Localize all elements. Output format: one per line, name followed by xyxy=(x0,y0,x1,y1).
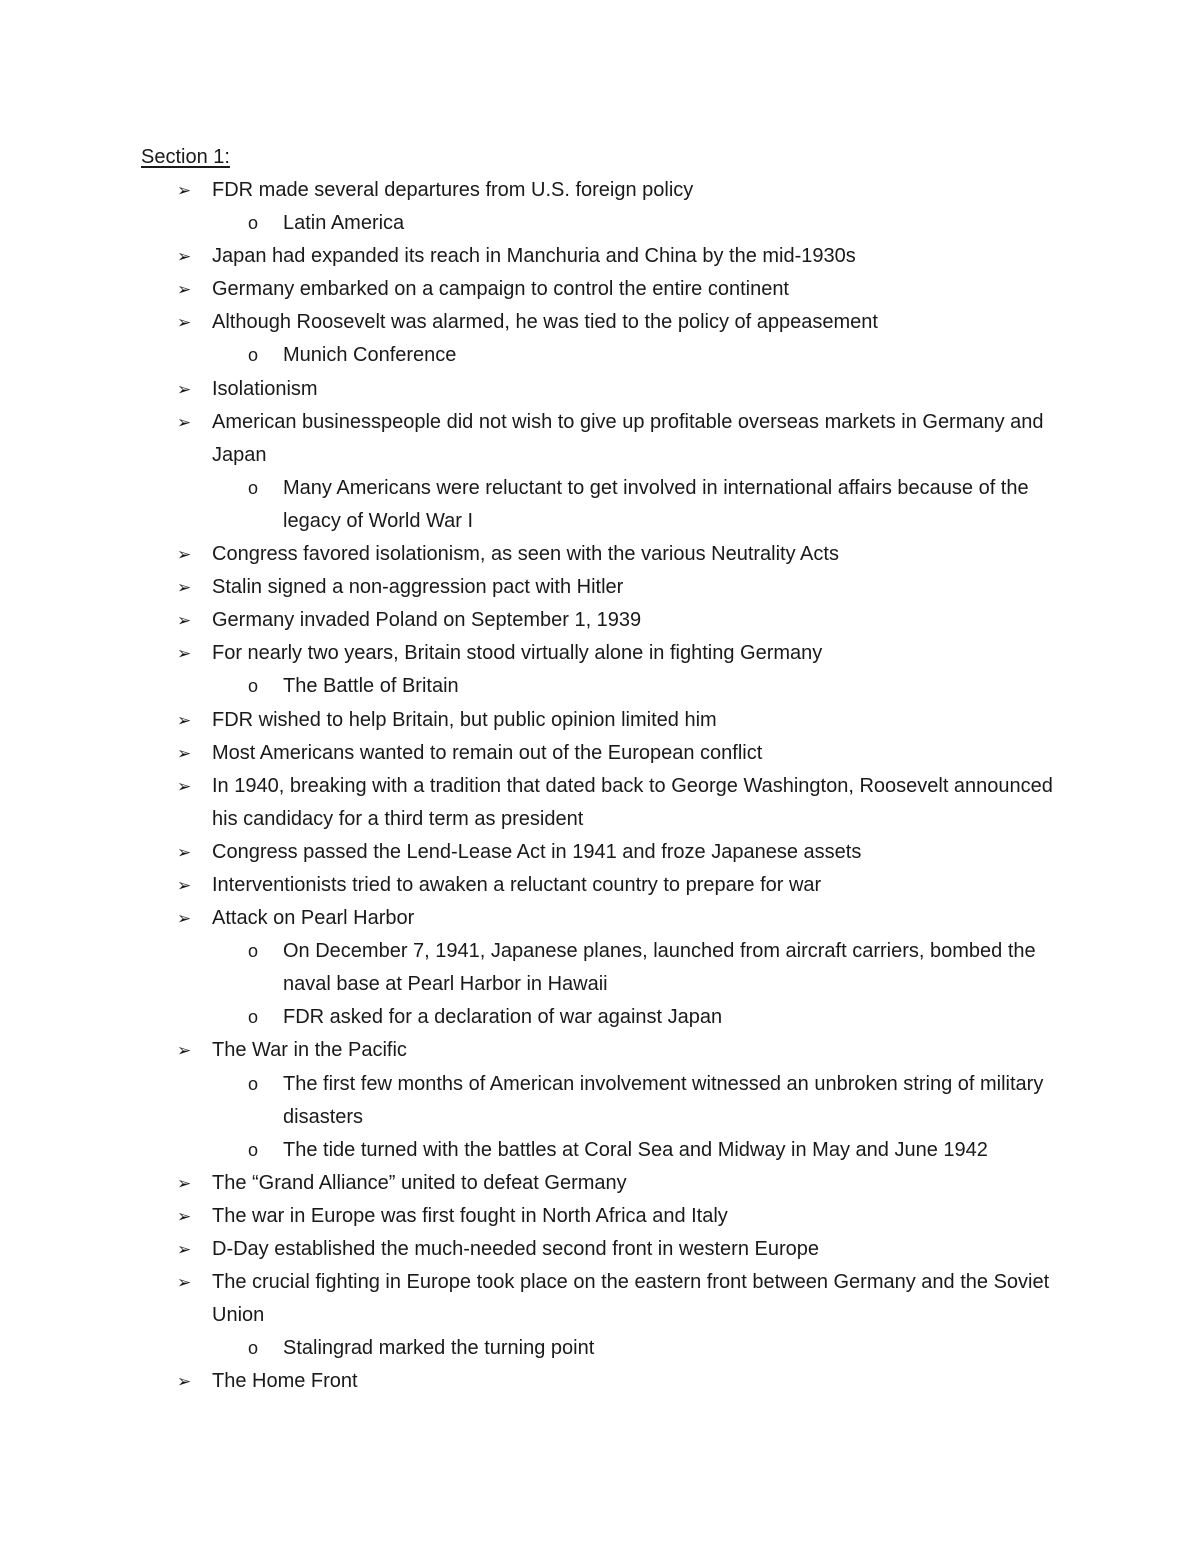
list-item-text: Isolationism xyxy=(212,377,318,400)
arrow-bullet-icon: ➢ xyxy=(177,545,192,565)
sub-list-item xyxy=(0,207,1073,240)
arrow-bullet-icon: ➢ xyxy=(177,1372,192,1392)
circle-bullet-icon: o xyxy=(248,213,259,234)
list-item-text: Most Americans wanted to remain out of the European conflict xyxy=(212,741,763,764)
list-item-text: Stalin signed a non-aggression pact with Hitler xyxy=(212,576,624,599)
list-item-text: For nearly two years, Britain stood virtually alone in fighting Germany xyxy=(212,642,823,665)
list-item-text: In 1940, breaking with a tradition that dated back to George Washington, Roosevelt announced his candidacy for a third term as president xyxy=(212,774,1053,830)
list-item xyxy=(0,273,1072,306)
list-item-text: On December 7, 1941, Japanese planes, launched from aircraft carriers, bombed the naval base at Pearl Harbor in Hawaii xyxy=(283,940,1036,996)
list-item xyxy=(0,737,1072,770)
list-item-text: D-Day established the much-needed second front in western Europe xyxy=(212,1238,820,1260)
list-item xyxy=(0,1167,1072,1200)
arrow-bullet-icon: ➢ xyxy=(177,280,192,300)
list-item-text: The Home Front xyxy=(212,1370,358,1393)
arrow-bullet-icon: ➢ xyxy=(177,1206,192,1226)
section-heading: Section 1: xyxy=(141,146,230,168)
circle-bullet-icon: o xyxy=(248,1139,259,1160)
circle-bullet-icon: o xyxy=(248,477,259,498)
list-item-text: The war in Europe was first fought in North Africa and Italy xyxy=(212,1204,728,1227)
list-item xyxy=(0,1233,1072,1266)
sub-list-item xyxy=(0,935,1073,1001)
arrow-bullet-icon: ➢ xyxy=(177,1041,192,1061)
list-item-text: The Battle of Britain xyxy=(283,675,459,698)
list-item-text: Stalingrad marked the turning point xyxy=(283,1337,595,1360)
list-item-text: FDR wished to help Britain, but public opinion limited him xyxy=(212,708,717,731)
list-item xyxy=(0,571,1072,604)
arrow-bullet-icon: ➢ xyxy=(177,611,192,631)
arrow-bullet-icon: ➢ xyxy=(177,1240,192,1259)
sub-list-item xyxy=(0,1332,1073,1365)
list-item-text: Many Americans were reluctant to get involved in international affairs because of the legacy of World War I xyxy=(283,476,1029,532)
list-item-text: The War in the Pacific xyxy=(212,1039,407,1062)
arrow-bullet-icon: ➢ xyxy=(177,776,192,796)
sub-list-item xyxy=(0,339,1073,372)
arrow-bullet-icon: ➢ xyxy=(177,842,192,862)
circle-bullet-icon: o xyxy=(248,1073,259,1094)
list-item-text: FDR asked for a declaration of war against Japan xyxy=(283,1006,723,1029)
arrow-bullet-icon: ➢ xyxy=(177,710,192,730)
list-item xyxy=(0,1365,1072,1398)
list-item-text: Congress passed the Lend-Lease Act in 1941 and froze Japanese assets xyxy=(212,840,862,863)
list-item xyxy=(0,604,1072,637)
list-item xyxy=(0,406,1072,472)
arrow-bullet-icon: ➢ xyxy=(177,875,192,895)
list-item xyxy=(0,373,1072,406)
sub-list-item xyxy=(0,472,1073,538)
arrow-bullet-icon: ➢ xyxy=(177,412,192,432)
list-item-text: Germany invaded Poland on September 1, 1939 xyxy=(212,609,642,632)
circle-bullet-icon: o xyxy=(248,345,259,366)
list-item-text: The tide turned with the battles at Coral Sea and Midway in May and June 1942 xyxy=(283,1138,988,1161)
list-item xyxy=(0,1200,1072,1233)
arrow-bullet-icon: ➢ xyxy=(177,181,192,200)
list-item xyxy=(0,770,1072,836)
list-item-text: Japan had expanded its reach in Manchuria and China by the mid-1930s xyxy=(212,245,856,268)
list-item-text: Germany embarked on a campaign to control the entire continent xyxy=(212,278,789,301)
circle-bullet-icon: o xyxy=(248,676,259,697)
list-item xyxy=(0,637,1072,670)
list-item-text: The first few months of American involvement witnessed an unbroken string of military disasters xyxy=(283,1072,1044,1128)
list-item-text: FDR made several departures from U.S. foreign policy xyxy=(212,179,694,201)
list-item xyxy=(0,538,1072,571)
list-item-text: The “Grand Alliance” united to defeat Germany xyxy=(212,1171,627,1194)
list-item-text: Congress favored isolationism, as seen with the various Neutrality Acts xyxy=(212,543,839,566)
arrow-bullet-icon: ➢ xyxy=(177,909,192,929)
list-item xyxy=(0,902,1072,935)
list-item xyxy=(0,306,1072,339)
list-item xyxy=(0,1034,1072,1067)
list-item-text: Attack on Pearl Harbor xyxy=(212,907,415,930)
arrow-bullet-icon: ➢ xyxy=(177,247,192,267)
list-item-text: Latin America xyxy=(283,212,405,235)
circle-bullet-icon: o xyxy=(248,1338,259,1359)
list-item-text: Interventionists tried to awaken a reluctant country to prepare for war xyxy=(212,873,822,896)
list-item-text: Munich Conference xyxy=(283,344,457,367)
sub-list-item xyxy=(0,670,1073,703)
list-item xyxy=(0,1266,1072,1332)
arrow-bullet-icon: ➢ xyxy=(177,379,192,399)
outline-list xyxy=(0,174,1200,1398)
list-item xyxy=(0,704,1072,737)
arrow-bullet-icon: ➢ xyxy=(177,313,192,333)
sub-list-item xyxy=(0,1068,1073,1134)
arrow-bullet-icon: ➢ xyxy=(177,644,192,664)
arrow-bullet-icon: ➢ xyxy=(177,578,192,598)
circle-bullet-icon: o xyxy=(248,1007,259,1028)
list-item-text: Although Roosevelt was alarmed, he was tied to the policy of appeasement xyxy=(212,311,878,334)
sub-list-item xyxy=(0,1001,1073,1034)
list-item xyxy=(0,836,1072,869)
list-item-text: American businesspeople did not wish to give up profitable overseas markets in Germany and Japan xyxy=(212,410,1044,466)
list-item-text: The crucial fighting in Europe took place on the eastern front between Germany and the Soviet Union xyxy=(212,1271,1050,1327)
circle-bullet-icon: o xyxy=(248,941,259,962)
arrow-bullet-icon: ➢ xyxy=(177,1173,192,1193)
list-item xyxy=(0,174,1072,207)
list-item xyxy=(0,240,1072,273)
list-item xyxy=(0,869,1072,902)
arrow-bullet-icon: ➢ xyxy=(177,743,192,763)
arrow-bullet-icon: ➢ xyxy=(177,1273,192,1293)
sub-list-item xyxy=(0,1134,1073,1167)
